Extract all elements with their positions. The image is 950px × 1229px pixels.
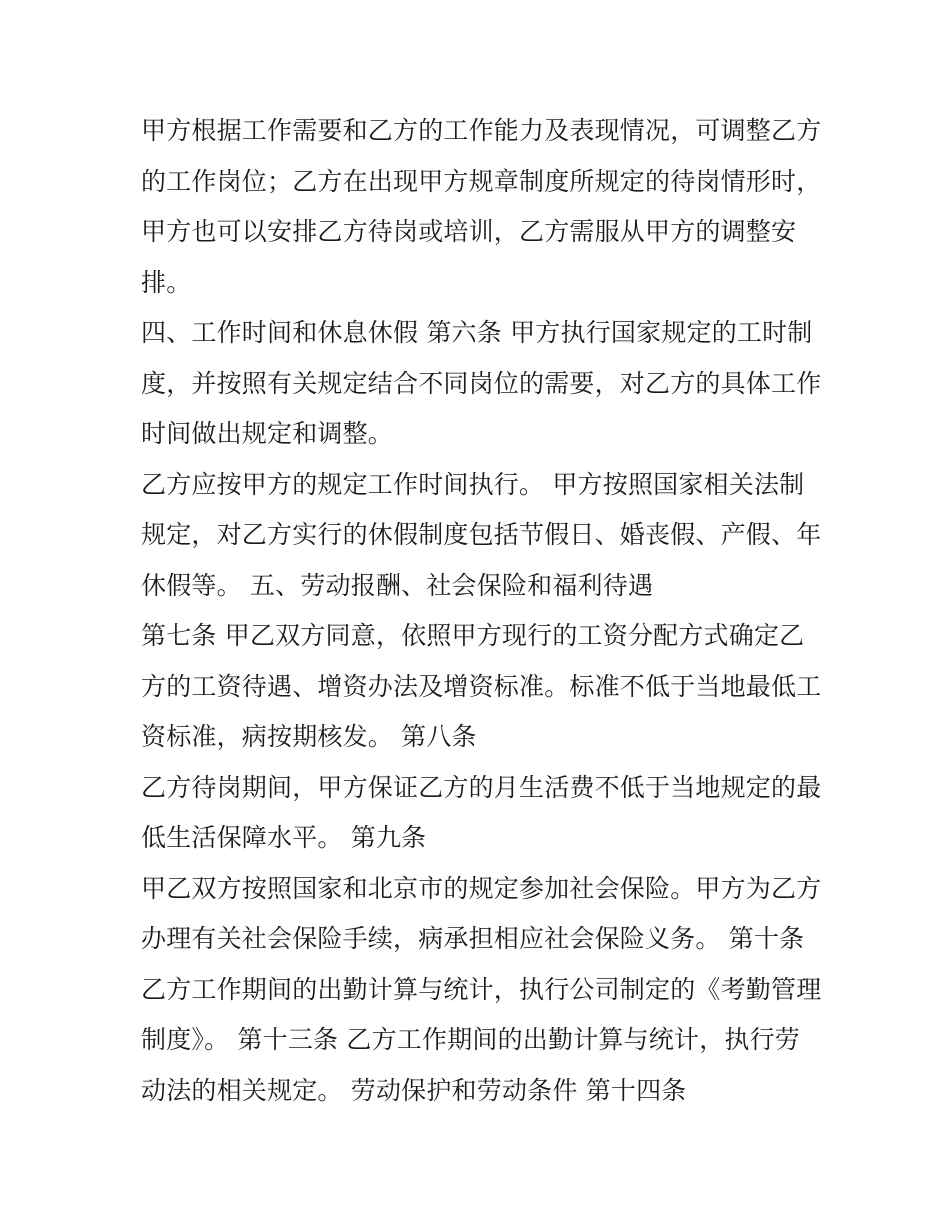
text-line: 的工作岗位；乙方在出现甲方规章制度所规定的待岗情形时， <box>141 166 822 196</box>
text-line: 四、工作时间和休息休假 第六条 甲方执行国家规定的工时制 <box>141 318 813 347</box>
text-line: 办理有关社会保险手续，病承担相应社会保险义务。 第十条 <box>141 924 805 953</box>
text-line: 第七条 甲乙双方同意，依照甲方现行的工资分配方式确定乙 <box>141 621 805 650</box>
text-line: 制度》。 第十三条 乙方工作期间的出勤计算与统计，执行劳 <box>141 1025 800 1054</box>
document-body <box>141 106 831 1116</box>
text-line: 甲方也可以安排乙方待岗或培训，乙方需服从甲方的调整安 <box>141 217 797 246</box>
text-line: 动法的相关规定。 劳动保护和劳动条件 第十四条 <box>141 1075 687 1105</box>
text-line: 乙方应按甲方的规定工作时间执行。 甲方按照国家相关法制 <box>141 469 805 499</box>
text-line: 排。 <box>141 267 192 297</box>
text-line: 乙方工作期间的出勤计算与统计，执行公司制定的《考勤管理 <box>141 974 822 1004</box>
text-line: 甲乙双方按照国家和北京市的规定参加社会保险。甲方为乙方 <box>141 873 822 903</box>
text-line: 休假等。 五、劳动报酬、社会保险和福利待遇 <box>141 570 654 600</box>
text-line: 方的工资待遇、增资办法及增资标准。标准不低于当地最低工 <box>141 671 822 701</box>
text-line: 乙方待岗期间，甲方保证乙方的月生活费不低于当地规定的最 <box>141 772 822 802</box>
text-line: 规定，对乙方实行的休假制度包括节假日、婚丧假、产假、年 <box>141 520 822 549</box>
text-line: 时间做出规定和调整。 <box>141 419 394 448</box>
text-line: 甲方根据工作需要和乙方的工作能力及表现情况，可调整乙方 <box>141 116 822 145</box>
text-line: 度，并按照有关规定结合不同岗位的需要，对乙方的具体工作 <box>141 368 822 398</box>
text-line: 低生活保障水平。 第九条 <box>141 823 427 852</box>
text-line: 资标准，病按期核发。 第八条 <box>141 722 477 751</box>
